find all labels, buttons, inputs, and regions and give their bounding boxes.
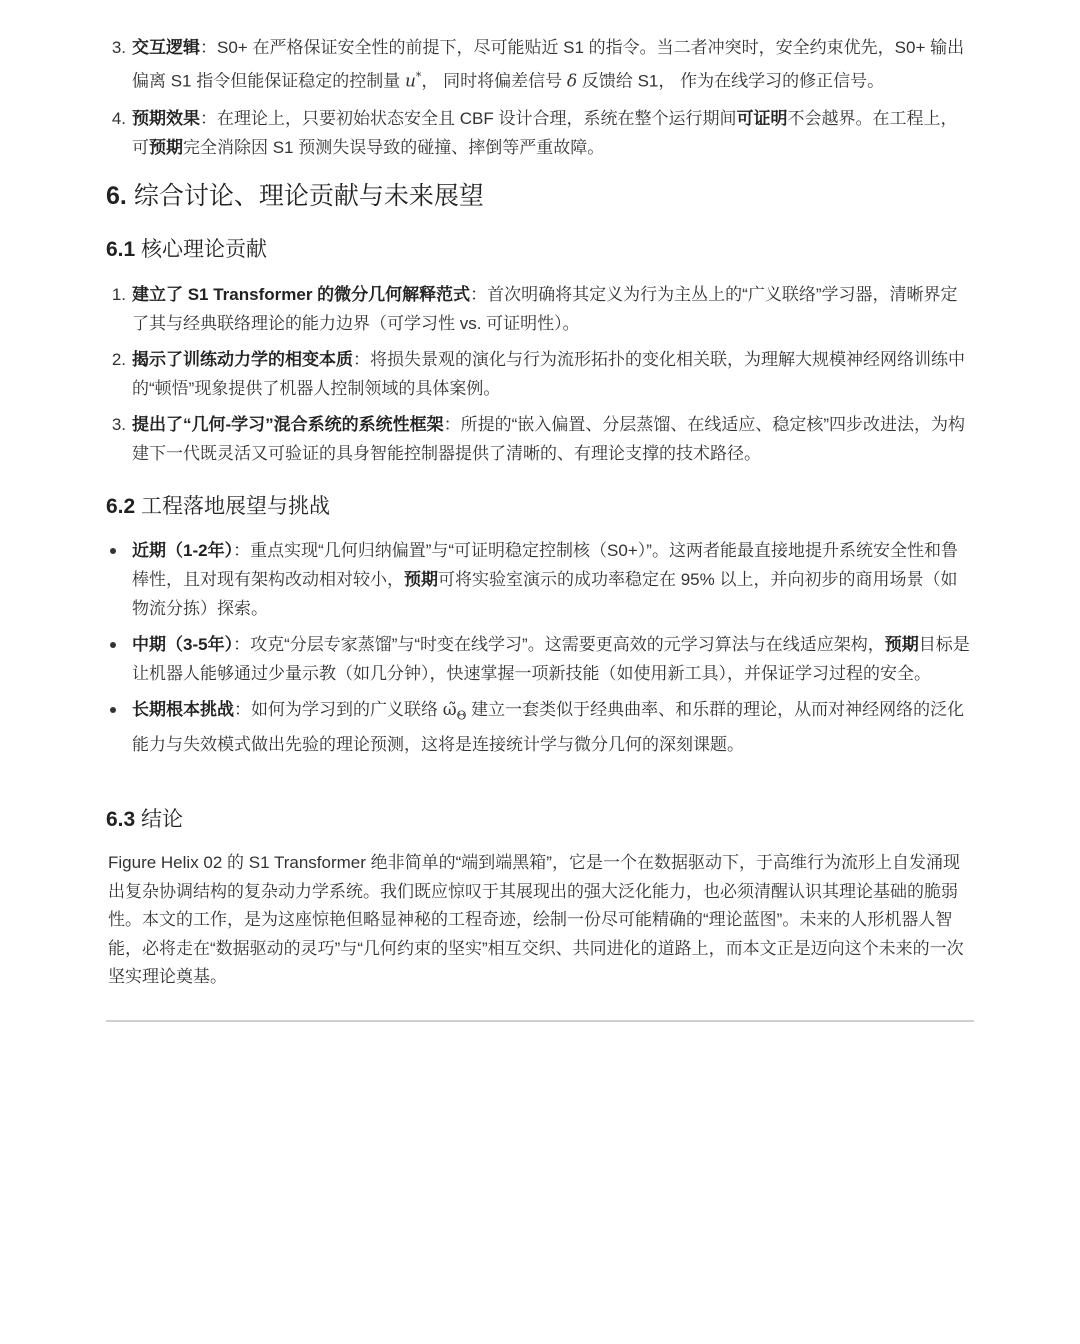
section-heading-6-3 (106, 806, 974, 834)
list-item (106, 410, 974, 468)
contributions-list (106, 280, 974, 468)
item-text: 反馈给 S1， 作为在线学习的修正信号。 (577, 71, 885, 91)
item-text: 可将实验室演示的成功率稳定在 95% 以上，并向初步的商用场景（如物流分拣）探索。 (132, 570, 958, 618)
math-u: u (404, 71, 416, 92)
section-title: 综合讨论、理论贡献与未来展望 (133, 182, 484, 210)
section-title: 核心理论贡献 (141, 238, 268, 261)
emphasis: 预期 (884, 635, 919, 654)
section-number: 6.1 (106, 238, 136, 261)
bullet-dot (110, 548, 116, 554)
item-text: 建立一套类似于经典曲率、和乐群的理论，从而对神经网络的泛化能力与失效模式做出先验的理论预测，这将是连接统计学与微分几何的深刻课题。 (132, 700, 965, 755)
item-text: 完全消除因 S1 预测失误导致的碰撞、摔倒等严重故障。 (183, 137, 605, 157)
item-title: 提出了“几何-学习”混合系统的系统性框架 (132, 415, 444, 434)
emphasis: 可证明 (736, 108, 788, 128)
item-text: ：首次明确将其定义为行为主丛上的“广义联络”学习器，清晰界定了其与经典联络理论的能力边界（可学习性 vs. 可证明性）。 (132, 285, 958, 333)
section-number: 6. (106, 182, 127, 210)
list-item (106, 104, 974, 162)
item-text: ：如何为学习到的广义联络 (234, 700, 443, 719)
math-theta: Θ (456, 708, 467, 723)
bullet-dot (110, 707, 116, 713)
conclusion-paragraph: Figure Helix 02 的 S1 Transformer 绝非简单的“端到端黑箱”，它是一个在数据驱动下，于高维行为流形上自发涌现出复杂协调结构的复杂动力学系统。我们既应惊叹于其展现出的强大泛化能力，也必须清醒认识其理论基础的脆弱性。本文的工作，是为这座惊艳但略显神秘的工程奇迹，绘制一份尽可能精确的“理论蓝图”。未来的人形机器人智能，必将走在“数据驱动的灵巧”与“几何约束的坚实”相互交织、共同进化的道路上，而本文正是迈向这个未来的一次坚实理论奠基。 (108, 853, 964, 986)
item-text: 目标是让机器人能够通过少量示教（如几分钟），快速掌握一项新技能（如使用新工具），并保证学习过程的安全。 (132, 635, 970, 683)
emphasis: 预期 (404, 570, 438, 589)
section-number: 6.2 (106, 495, 136, 518)
item-title: 长期根本挑战 (132, 700, 234, 719)
section-heading-6-2 (106, 493, 974, 521)
math-omega: ω̃ (442, 700, 457, 720)
item-title: 中期（3-5年） (132, 635, 234, 654)
item-text: ， 同时将偏差信号 (421, 71, 567, 91)
list-item (106, 536, 974, 623)
list-number: 3. (111, 38, 126, 57)
list-number: 2. (111, 350, 126, 369)
list-item (106, 695, 974, 759)
list-item (106, 33, 974, 97)
section-title: 结论 (141, 808, 184, 831)
item-text: 不会越界。在工程上，可 (132, 108, 958, 157)
section-heading-6-1 (106, 236, 974, 264)
list-item (106, 630, 974, 688)
section-title: 工程落地展望与挑战 (141, 495, 331, 518)
item-title: 交互逻辑 (132, 38, 200, 57)
item-text: ：将损失景观的演化与行为流形拓扑的变化相关联，为理解大规模神经网络训练中的“顿悟”现象提供了机器人控制领域的具体案例。 (132, 350, 965, 398)
item-text: ：攻克“分层专家蒸馏”与“时变在线学习”。这需要更高效的元学习算法与在线适应架构， (233, 635, 885, 654)
outlook-list (106, 536, 974, 759)
list-item (106, 345, 974, 403)
bullet-dot (110, 642, 116, 648)
emphasis: 预期 (149, 137, 183, 157)
section-number: 6.3 (106, 808, 136, 831)
item-title: 预期效果 (132, 108, 200, 128)
math-star: * (415, 70, 422, 83)
item-title: 揭示了训练动力学的相变本质 (132, 350, 353, 369)
list-number: 3. (111, 415, 126, 434)
list-number: 4. (111, 108, 126, 128)
item-title: 建立了 S1 Transformer 的微分几何解释范式 (132, 285, 471, 304)
item-text: ：在理论上，只要初始状态安全且 CBF 设计合理，系统在整个运行期间 (200, 108, 737, 128)
item-title: 近期（1-2年） (132, 541, 234, 560)
item-text: ：所提的“嵌入偏置、分层蒸馏、在线适应、稳定核”四步改进法，为构建下一代既灵活又可验证的具身智能控制器提供了清晰的、有理论支撑的技术路径。 (132, 415, 965, 463)
math-delta: δ (566, 71, 578, 92)
section-heading-6 (106, 180, 974, 212)
item-text: ：S0+ 在严格保证安全性的前提下，尽可能贴近 S1 的指令。当二者冲突时，安全约束优先，S0+ 输出偏离 S1 指令但能保证稳定的控制量 (132, 38, 965, 91)
item-text: ：重点实现“几何归纳偏置”与“可证明稳定控制核（S0+）”。这两者能最直接地提升系统安全性和鲁棒性，且对现有架构改动相对较小， (132, 541, 958, 589)
horizontal-rule (106, 1020, 974, 1022)
list-item (106, 280, 974, 338)
top-ordered-list (106, 33, 974, 162)
list-number: 1. (111, 285, 126, 304)
